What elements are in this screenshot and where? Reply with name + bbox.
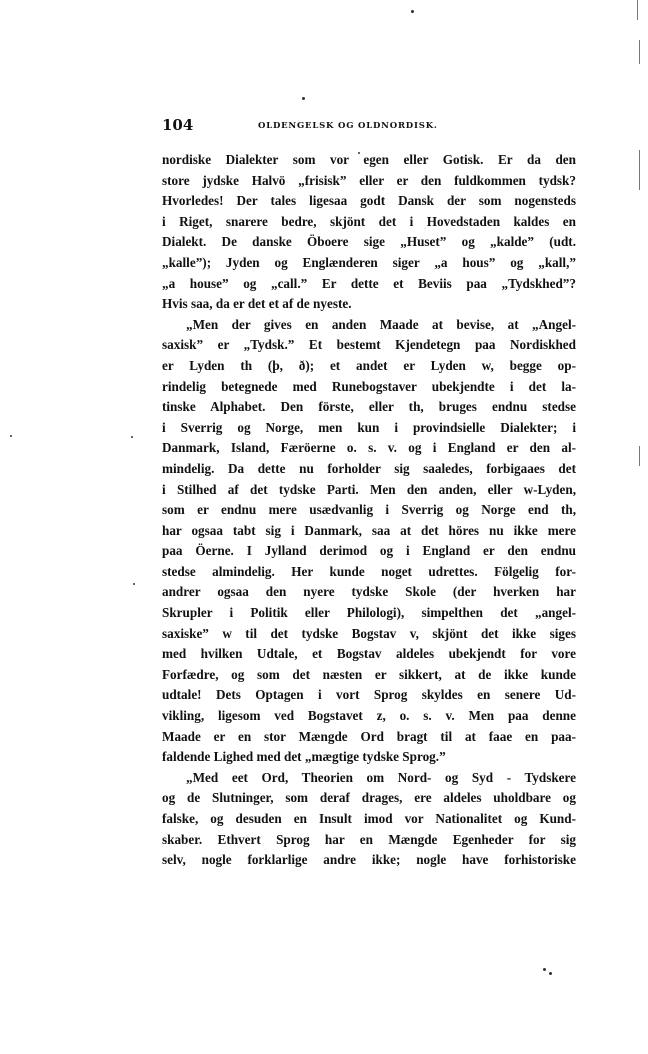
- text-line: i Riget, snarere bedre, skjönt det i Hovedstaden kaldes en: [162, 213, 576, 229]
- text-line: store jydske Halvö „frisisk” eller er den fuldkommen tydsk?: [162, 172, 576, 188]
- page-header: [162, 116, 576, 136]
- text-line: Maade er en stor Mængde Ord bragt til at faae en paa-: [162, 728, 576, 744]
- scan-speck: [549, 972, 552, 975]
- text-line: Hvis saa, da er det et af de nyeste.: [162, 296, 352, 312]
- text-line: „Med eet Ord, Theorien om Nord- og Syd - Tydskere: [186, 769, 576, 785]
- scan-speck: [543, 968, 546, 971]
- scan-speck: [10, 435, 12, 437]
- text-line: stedse almindelig. Her kunde noget udrettes. Fölgelig for-: [162, 563, 576, 579]
- text-line: rindelig betegnede med Runebogstaver ubekjendte i det la-: [162, 378, 576, 394]
- page-number: 104: [162, 116, 194, 134]
- text-line: Skrupler i Politik eller Philologi), simpelthen det „angel-: [162, 605, 576, 621]
- text-line: skaber. Ethvert Sprog har en Mængde Egenheder for sig: [162, 831, 576, 847]
- text-line: i Sverrig og Norge, men kun i provindsielle Dialekter; i: [162, 419, 576, 435]
- scan-edge-mark: [639, 446, 640, 466]
- text-line: er Lyden th (þ, ð); et andet er Lyden w, begge op-: [162, 357, 576, 373]
- text-line: saxisk” er „Tydsk.” Et bestemt Kjendetegn paa Nordiskhed: [162, 337, 576, 353]
- text-line: „kalle”); Jyden og Englænderen siger „a hous” og „kall,”: [162, 254, 576, 270]
- text-line: Forfædre, og som det næsten er sikkert, at de ikke kunde: [162, 666, 576, 682]
- body-text: [162, 150, 576, 871]
- text-line: har ogsaa tabt sig i Danmark, saa at det höres nu ikke mere: [162, 522, 576, 538]
- scan-speck: [411, 10, 414, 13]
- text-line: Dialekt. De danske Öboere sige „Huset” og „kalde” (udt.: [162, 234, 576, 250]
- running-head: OLDENGELSK OG OLDNORDISK.: [258, 121, 438, 131]
- text-line: nordiske Dialekter som vor egen eller Gotisk. Er da den: [162, 152, 576, 167]
- text-line: falske, og desuden en Insult imod vor Nationalitet og Kund-: [162, 811, 576, 826]
- text-line: andrer ogsaa den nyere tydske Skole (der hverken har: [162, 584, 576, 600]
- text-line: saxiske” w til det tydske Bogstav v, skjönt det ikke siges: [162, 625, 576, 641]
- scan-edge-mark: [639, 150, 640, 190]
- text-line: faldende Lighed med det „mægtige tydske Sprog.”: [162, 749, 446, 765]
- text-line: som er endnu mere usædvanlig i Sverrig og Norge end th,: [162, 502, 576, 518]
- scan-speck: [133, 583, 135, 585]
- text-line: „Men der gives en anden Maade at bevise, at „Angel-: [186, 316, 576, 332]
- text-line: vikling, ligesom ved Bogstavet z, o. s. v. Men paa denne: [162, 708, 576, 724]
- text-line: selv, nogle forklarlige andre ikke; nogle have forhistoriske: [162, 852, 576, 868]
- scan-speck: [302, 97, 305, 100]
- text-line: tinske Alphabet. Den förste, eller th, bruges endnu stedse: [162, 399, 576, 415]
- text-line: Danmark, Island, Færöerne o. s. v. og i England er den al-: [162, 440, 576, 456]
- text-line: og de Slutninger, som deraf drages, ere aldeles uholdbare og: [162, 790, 576, 806]
- text-line: i Stilhed af det tydske Parti. Men den anden, eller w-Lyden,: [162, 481, 576, 497]
- text-line: Hvorledes! Der tales ligesaa godt Dansk der som nogensteds: [162, 193, 576, 209]
- text-line: paa Öerne. I Jylland derimod og i England er den endnu: [162, 543, 576, 559]
- text-line: udtale! Dets Optagen i vort Sprog skyldes en senere Ud-: [162, 687, 576, 703]
- scan-edge-mark: [639, 40, 640, 64]
- scan-speck: [131, 436, 133, 438]
- scan-edge-mark: [637, 0, 638, 20]
- text-line: mindelig. Da dette nu forholder sig saaledes, forbigaaes det: [162, 460, 576, 476]
- text-line: „a house” og „call.” Er dette et Beviis paa „Tydskhed”?: [162, 275, 576, 291]
- text-line: med hvilken Udtale, et Bogstav aldeles ubekjendt for vore: [162, 646, 576, 662]
